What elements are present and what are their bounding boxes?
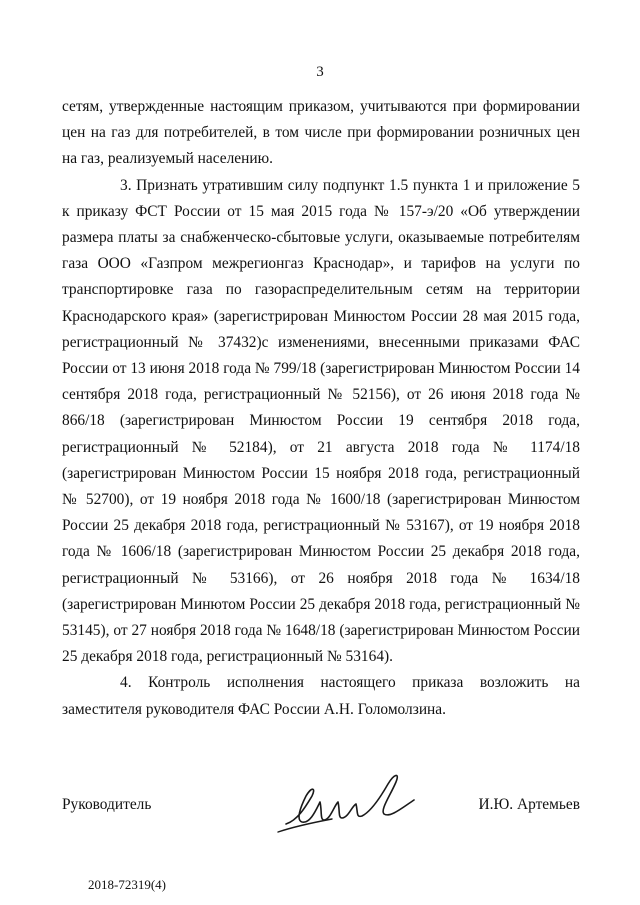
signer-name: И.Ю. Артемьев <box>478 796 580 813</box>
paragraph-continuation: сетям, утвержденные настоящим приказом, учитываются при формировании цен на газ для потребителей, в том числе при формировании розничных цен на газ, реализуемый населению. <box>62 98 580 168</box>
page-number: 3 <box>316 64 324 80</box>
paragraph-item-3: 3. Признать утратившим силу подпункт 1.5 пункта 1 и приложение 5 к приказу ФСТ России от 15 мая 2015 года № 157-э/20 «Об утверждении размера платы за снабженческо-сбытовые услуги, оказываемые потребителям газа ООО «Газпром межрегионгаз Краснодар», и тарифов на услуги по транспортировке газа по газораспределительным сетям на территории Краснодарского края» (зарегистрирован Минюстом России 28 мая 2015 года, регистрационный № 37432)с изменениями, внесенными приказами ФАС России от 13 июня 2018 года № 799/18 (зарегистрирован Минюстом России 14 сентября 2018 года, регистрационный № 52156), от 26 июня 2018 года № 866/18 (зарегистрирован Минюстом России 19 сентября 2018 года, регистрационный № 52184), от 21 августа 2018 года № 1174/18 (зарегистрирован Минюстом России 15 ноября 2018 года, регистрационный № 52700), от 19 ноября 2018 года № 1600/18 (зарегистрирован Минюстом России 25 декабря 2018 года, регистрационный № 53167), от 19 ноября 2018 года № 1606/18 (зарегистрирован Минюстом России 25 декабря 2018 года, регистрационный № 53166), от 26 ноября 2018 года № 1634/18 (зарегистрирован Минютом России 25 декабря 2018 года, регистрационный № 53145), от 27 ноября 2018 года № 1648/18 (зарегистрирован Минюстом России 25 декабря 2018 года, регистрационный № 53164). <box>62 176 580 666</box>
document-code: 2018-72319(4) <box>88 877 166 892</box>
document-body <box>62 94 580 723</box>
signer-title: Руководитель <box>62 796 152 813</box>
paragraph-item-4: 4. Контроль исполнения настоящего приказа возложить на заместителя руководителя ФАС России А.Н. Голомолзина. <box>62 674 580 718</box>
handwritten-signature <box>276 762 426 842</box>
signature-block <box>62 762 580 842</box>
